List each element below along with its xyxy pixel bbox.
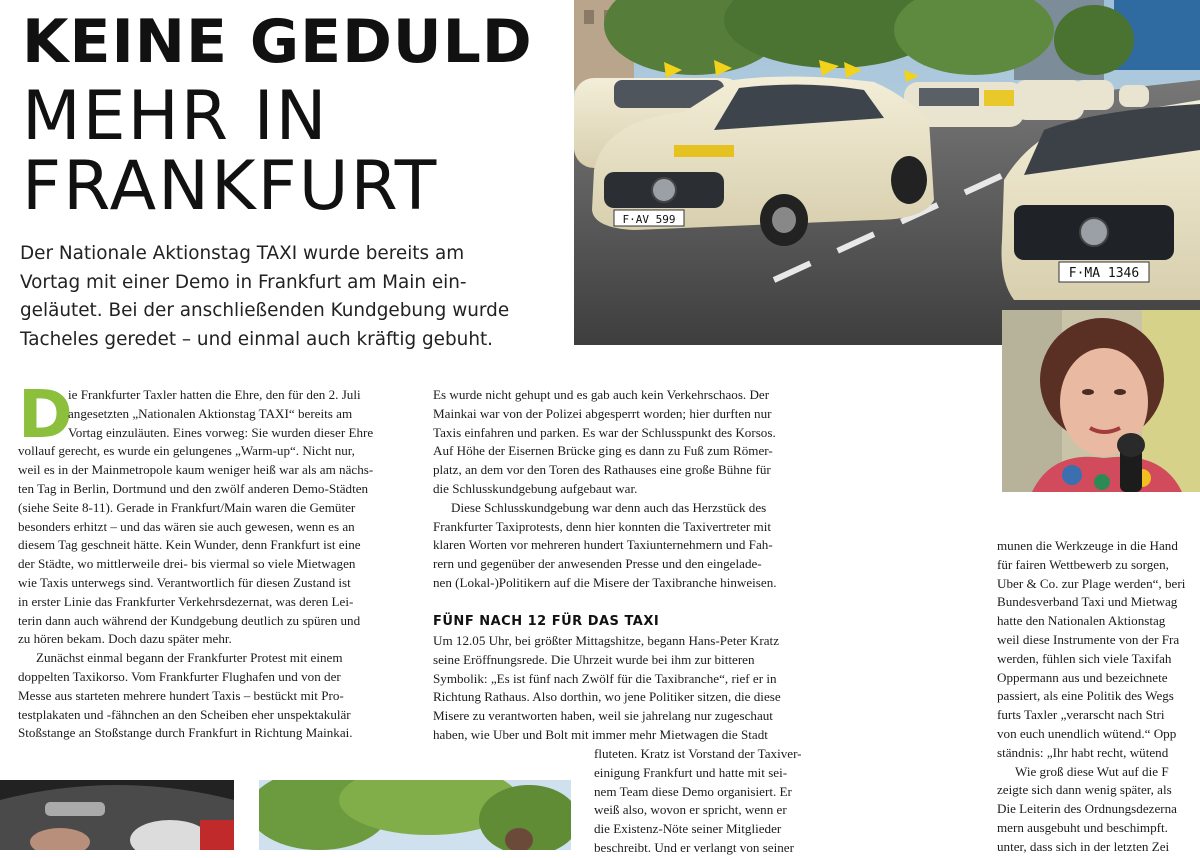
text-line: werden, fühlen sich viele Taxifah [997,650,1172,666]
text-line: Uber & Co. zur Plage werden“, beri [997,575,1186,591]
text-line: doppelten Taxikorso. Vom Frankfurter Flughafen und von der [18,668,341,684]
text-line: Diese Schlusskundgebung war denn auch das Herzstück des [451,499,767,515]
text-line: Die Leiterin des Ordnungsdezerna [997,801,1177,817]
car-interior-photo [0,780,234,850]
text-line: haben, wie Uber und Bolt mit immer mehr Mietwagen die Stadt [433,726,768,742]
text-line: platz, an dem vor den Toren des Rathauses eine große Bühne für [433,462,771,478]
body-column-2c [594,745,832,858]
text-line: weiß also, wovon er spricht, wenn er [594,802,787,818]
text-line: für fairen Wettbewerb zu sorgen, [997,556,1169,572]
text-line: der Städte, wo mittlerweile drei- bis viermal so viele Mietwagen [18,556,356,572]
text-line: Mainkai war von der Polizei abgesperrt worden; hier durften nur [433,405,772,421]
text-line: munen die Werkzeuge in die Hand [997,538,1178,553]
text-line: Richtung Rathaus. Also dorthin, wo jene Politiker sitzen, die diese [433,689,781,705]
text-line: ie Frankfurter Taxler hatten die Ehre, den für den 2. Juli [68,387,361,402]
text-line: Um 12.05 Uhr, bei größter Mittagshitze, begann Hans-Peter Kratz [433,633,779,648]
text-line: Messe aus starteten mehrere hundert Taxis – bestückt mit Pro- [18,687,344,703]
text-line: zeigte sich dann wenig später, als [997,782,1172,798]
text-line: wie Taxis unterwegs sind. Verantwortlich für diesen Zustand ist [18,574,351,590]
section-subhead: FÜNF NACH 12 FÜR DAS TAXI [433,614,660,629]
text-line: terin dann auch während der Kundgebung deutlich zu spüren und [18,612,361,628]
text-line: Symbolik: „Es ist fünf nach Zwölf für die Taxibranche“, rief er in [433,670,777,686]
text-line: ten Tag in Berlin, Dortmund und den zwölf anderen Demo-Städten [18,480,369,496]
headline-line-1: KEINE GEDULD [22,7,533,77]
text-line: ständnis: „Ihr habt recht, wütend [997,744,1169,760]
text-line: nem Team diese Demo organisiert. Er [594,783,792,799]
text-line: weil es in der Mainmetropole kaum weniger heiß war als am nächs- [18,462,374,478]
text-line: angesetzten „Nationalen Aktionstag TAXI“ bereits am [68,405,353,421]
text-line: nen (Lokal-)Politikern auf die Misere der Taxibranche hinweisen. [433,574,777,590]
text-line: in erster Linie das Frankfurter Verkehrsdezernat, was deren Lei- [18,593,354,609]
text-line: Frankfurter Taxiprotests, denn hier konnten die Taxivertreter mit [433,518,772,534]
body-column-2b [433,632,831,745]
text-line: furts Taxler „verarscht nach Stri [997,707,1165,723]
text-line: besonders erhitzt – und das wären sie auch gewesen, wenn es an [18,518,355,534]
intro-line: geläutet. Bei der anschließenden Kundgebung wurde [20,300,510,321]
text-line: klaren Worten vor mehreren hundert Taxiunternehmern und Fah- [433,537,773,553]
text-line: die Schlusskundgebung aufgebaut war. [433,480,638,496]
street-trees-photo [259,780,571,850]
drop-cap: D [18,376,73,453]
text-line: (siehe Seite 8-11). Gerade in Frankfurt/Main waren die Gemüter [18,499,356,515]
intro-line: Der Nationale Aktionstag TAXI wurde bereits am [20,243,465,264]
text-line: Zunächst einmal begann der Frankfurter Protest mit einem [36,650,343,666]
text-line: weil diese Instrumente von der Fra [997,631,1180,647]
body-column-2 [433,386,831,593]
text-line: Vortag einzuläuten. Eines vorweg: Sie wurden dieser Ehre [68,424,374,440]
taxi-demo-photo [574,0,1200,345]
intro-line: Tacheles geredet – und einmal auch kräftig gebuht. [20,328,494,350]
text-line: seine Eröffnungsrede. Die Uhrzeit wurde bei ihm zur bitteren [433,651,755,667]
intro-paragraph [20,240,560,354]
text-line: unter, dass sich in der letzten Zei [997,838,1170,854]
text-line: testplakaten und -fähnchen an den Scheiben eher unspektakulär [18,706,351,722]
text-line: hatte den Nationalen Aktionstag [997,613,1166,629]
text-line: passiert, als eine Politik des Wegs [997,688,1174,704]
body-column-1 [18,376,414,743]
text-line: Wie groß diese Wut auf die F [1015,763,1169,779]
text-line: rern und gegenüber der anwesenden Presse und den eingelade- [433,556,762,572]
text-line: beschreibt. Und er verlangt von seiner [594,839,794,855]
intro-line: Vortag mit einer Demo in Frankfurt am Main ein- [20,271,467,293]
text-line: Oppermann aus und bezeichnete [997,669,1168,685]
text-line: zu hören bekam. Doch dazu später mehr. [18,631,232,647]
headline-line-2: MEHR IN [22,77,329,156]
plate-right: F·MA 1346 [1068,266,1140,281]
text-line: vollauf gerecht, es wurde ein gelungenes „Warm-up“. Nicht nur, [18,443,355,459]
text-line: mern ausgebuht und beschimpft. [997,819,1168,835]
text-line: die Existenz-Nöte seiner Mitglieder [594,821,782,837]
headline-line-3: FRANKFURT [22,147,439,226]
plate-front: F·AV 599 [622,213,676,226]
text-line: Auf Höhe der Eisernen Brücke ging es dann zu Fuß zum Römer- [433,443,773,459]
text-line: Bundesverband Taxi und Mietwag [997,594,1178,610]
text-line: Misere zu verantworten haben, weil sie jahrelang nur zugeschaut [433,708,773,724]
body-column-3 [997,537,1200,857]
text-line: Stoßstange an Stoßstange durch Frankfurt in Richtung Mainkai. [18,725,353,741]
text-line: von euch unendlich wütend.“ Opp [997,725,1177,741]
speaker-portrait-photo [1002,310,1200,492]
text-line: diesem Tag geschneit hätte. Kein Wunder, denn Frankfurt ist eine [18,537,361,553]
text-line: fluteten. Kratz ist Vorstand der Taxiver- [594,746,802,761]
text-line: einigung Frankfurt und hatte mit sei- [594,764,788,780]
text-line: Taxis einfahren und parken. Es war der Schlusspunkt des Korsos. [433,424,776,440]
text-line: Es wurde nicht gehupt und es gab auch kein Verkehrschaos. Der [433,387,770,402]
